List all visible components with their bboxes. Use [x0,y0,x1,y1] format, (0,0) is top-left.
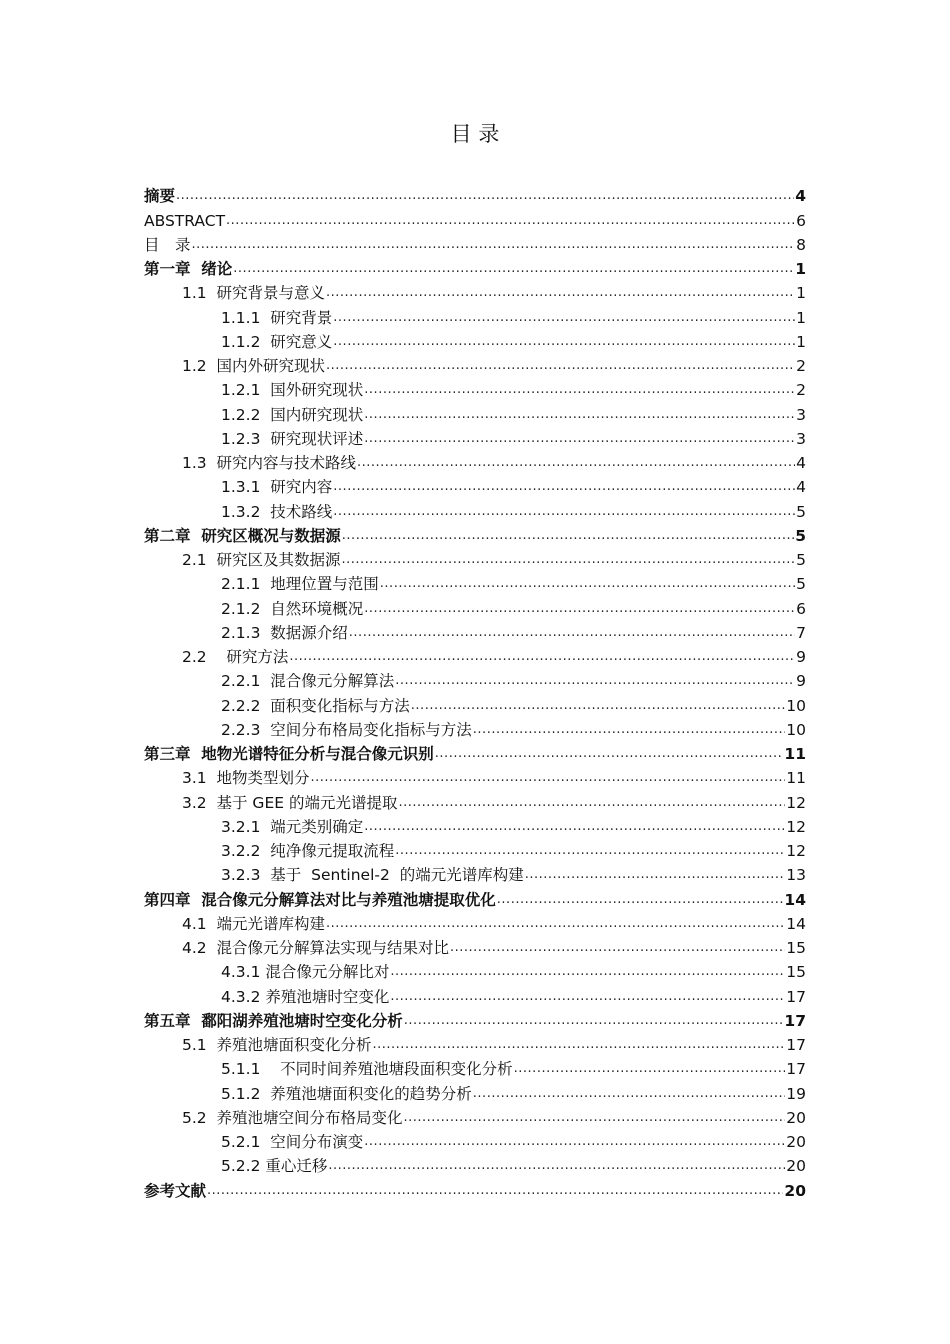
toc-entry[interactable] [144,448,806,472]
toc-entry-page-number: 12 [786,842,806,860]
toc-entry-page-number: 17 [786,1060,806,1079]
toc-entry[interactable] [144,569,806,593]
toc-entry[interactable] [144,375,806,399]
toc-leader-dots [364,600,795,618]
toc-entry-page-number: 7 [796,623,806,642]
toc-leader-dots [333,333,795,351]
toc-entry-page-number: 4 [796,478,806,497]
toc-entry-label: ABSTRACT [144,211,226,230]
toc-entry-page-number: 10 [786,696,806,715]
toc-leader-dots [514,1060,786,1078]
toc-entry-page-number: 20 [784,1181,806,1200]
toc-entry[interactable] [144,1151,806,1175]
toc-entry[interactable] [144,618,806,642]
toc-leader-dots [357,454,795,472]
toc-leader-dots [326,284,795,302]
toc-entry-page-number: 17 [784,1011,806,1030]
toc-entry[interactable] [144,327,806,351]
toc-entry-page-number: 5 [796,551,806,569]
toc-entry-label: 1.2.1 国外研究现状 [221,381,364,400]
toc-leader-dots [404,1109,786,1127]
toc-leader-dots [404,1012,784,1030]
toc-leader-dots [289,648,795,666]
toc-entry-label: 1.1.2 研究意义 [221,332,333,351]
toc-entry-page-number: 8 [796,235,806,254]
toc-entry-page-number: 3 [796,405,806,424]
toc-entry[interactable] [144,763,806,787]
toc-leader-dots [326,915,785,933]
toc-leader-dots [349,624,795,642]
toc-entry-page-number: 11 [786,769,806,788]
toc-entry-label: 第四章 混合像元分解算法对比与养殖池塘提取优化 [144,890,496,909]
toc-entry-page-number: 6 [796,211,806,230]
toc-leader-dots [390,963,785,981]
toc-entry[interactable] [144,715,806,739]
toc-entry[interactable] [144,545,806,569]
toc-leader-dots [207,1182,783,1200]
page-title: 目 录 [450,122,500,146]
toc-leader-dots [342,551,796,569]
toc-entry-page-number: 17 [786,987,806,1006]
toc-entry-label: 5.2 养殖池塘空间分布格局变化 [182,1108,403,1127]
toc-leader-dots [373,1036,786,1054]
toc-entry[interactable] [144,812,806,836]
toc-leader-dots [435,745,784,763]
toc-leader-dots [328,1157,785,1175]
toc-entry[interactable] [144,739,806,763]
toc-entry[interactable] [144,1175,806,1199]
toc-entry[interactable] [144,836,806,860]
toc-leader-dots [333,503,795,521]
toc-leader-dots [364,818,785,836]
toc-entry-page-number: 5 [796,502,806,521]
toc-entry[interactable] [144,909,806,933]
toc-leader-dots [333,309,795,327]
toc-entry[interactable] [144,860,806,884]
toc-entry-label: 4.3.1 混合像元分解比对 [221,963,390,982]
toc-entry-label: 1.1 研究背景与意义 [182,284,326,303]
toc-leader-dots [176,187,794,205]
toc-entry-page-number: 15 [786,939,806,957]
toc-entry-page-number: 20 [786,1133,806,1151]
toc-entry-page-number: 19 [786,1084,806,1103]
toc-entry-label: 2.2.3 空间分布格局变化指标与方法 [221,720,472,739]
toc-entry-page-number: 2 [796,381,806,400]
toc-entry-label: 1.3.2 技术路线 [221,502,333,521]
toc-leader-dots [525,866,786,884]
toc-entry[interactable] [144,690,806,714]
toc-entry-label: 3.1 地物类型划分 [182,769,310,788]
toc-entry-label: 1.3 研究内容与技术路线 [182,454,357,472]
table-of-contents [144,181,806,1200]
toc-entry-page-number: 2 [796,357,806,375]
toc-entry-label: 1.3.1 研究内容 [221,478,333,497]
toc-leader-dots [411,697,785,715]
toc-entry[interactable] [144,1006,806,1030]
toc-leader-dots [398,794,785,812]
toc-leader-dots [450,939,785,957]
toc-entry-label: 3.2.2 纯净像元提取流程 [221,842,395,860]
toc-entry[interactable] [144,933,806,957]
toc-entry-label: 5.2.2 重心迁移 [221,1157,328,1176]
toc-leader-dots [311,769,786,787]
toc-entry-label: 5.2.1 空间分布演变 [221,1133,364,1151]
toc-entry[interactable] [144,351,806,375]
toc-leader-dots [226,212,795,230]
toc-entry-page-number: 1 [795,260,806,278]
toc-entry-label: 4.3.2 养殖池塘时空变化 [221,987,390,1006]
toc-leader-dots [192,236,796,254]
toc-entry[interactable] [144,521,806,545]
toc-entry-page-number: 4 [795,187,806,206]
toc-entry-label: 2.1 研究区及其数据源 [182,551,341,569]
toc-entry-label: 2.1.1 地理位置与范围 [221,575,379,594]
toc-leader-dots [364,406,795,424]
toc-entry[interactable] [144,1030,806,1054]
toc-entry-page-number: 15 [786,963,806,982]
toc-leader-dots [326,357,795,375]
toc-entry[interactable] [144,642,806,666]
toc-entry[interactable] [144,884,806,908]
toc-entry-label: 1.2 国内外研究现状 [182,357,326,375]
toc-leader-dots [233,260,794,278]
toc-entry[interactable] [144,1054,806,1078]
toc-leader-dots [395,672,795,690]
toc-leader-dots [473,1085,785,1103]
toc-leader-dots [395,842,785,860]
toc-leader-dots [390,988,785,1006]
toc-entry-label: 1.1.1 研究背景 [221,308,333,327]
toc-entry-label: 第一章 绪论 [144,260,233,278]
toc-entry-page-number: 14 [784,890,806,909]
toc-entry-page-number: 14 [786,914,806,933]
toc-leader-dots [364,1133,785,1151]
toc-entry-page-number: 1 [796,332,806,351]
toc-entry-label: 1.2.2 国内研究现状 [221,405,364,424]
toc-entry[interactable] [144,593,806,617]
toc-entry-label: 3.2.1 端元类别确定 [221,817,364,836]
toc-entry[interactable] [144,254,806,278]
toc-entry-label: 1.2.3 研究现状评述 [221,429,364,448]
toc-entry-label: 5.1.1 不同时间养殖池塘段面积变化分析 [221,1060,513,1079]
toc-entry-page-number: 17 [786,1036,806,1054]
toc-entry[interactable] [144,278,806,302]
toc-entry-label: 2.1.3 数据源介绍 [221,623,348,642]
toc-entry[interactable] [144,302,806,326]
toc-entry[interactable] [144,472,806,496]
toc-leader-dots [380,575,795,593]
toc-leader-dots [497,891,784,909]
toc-leader-dots [342,527,794,545]
toc-entry-page-number: 4 [796,454,806,472]
toc-entry-label: 3.2 基于 GEE 的端元光谱提取 [182,793,398,812]
toc-entry[interactable] [144,1127,806,1151]
toc-entry-page-number: 20 [786,1108,806,1127]
toc-entry[interactable] [144,496,806,520]
toc-entry-page-number: 5 [795,526,806,545]
toc-entry[interactable] [144,787,806,811]
toc-leader-dots [364,430,795,448]
toc-entry-label: 5.1.2 养殖池塘面积变化的趋势分析 [221,1084,472,1103]
toc-entry[interactable] [144,981,806,1005]
toc-leader-dots [364,381,795,399]
toc-leader-dots [473,721,785,739]
toc-entry[interactable] [144,424,806,448]
toc-entry[interactable] [144,230,806,254]
toc-entry[interactable] [144,1078,806,1102]
toc-entry[interactable] [144,957,806,981]
toc-entry-label: 2.2.1 混合像元分解算法 [221,672,395,691]
toc-entry-label: 第五章 鄱阳湖养殖池塘时空变化分析 [144,1011,403,1030]
toc-entry[interactable] [144,1103,806,1127]
toc-entry[interactable] [144,399,806,423]
toc-entry-label: 第二章 研究区概况与数据源 [144,526,341,545]
toc-entry[interactable] [144,181,806,205]
toc-entry-page-number: 9 [796,648,806,666]
toc-entry-label: 2.2.2 面积变化指标与方法 [221,696,410,715]
toc-entry-page-number: 10 [786,720,806,739]
toc-entry-label: 4.1 端元光谱库构建 [182,914,326,933]
toc-entry-page-number: 11 [784,745,806,763]
toc-entry-page-number: 13 [786,866,806,885]
toc-entry-label: 2.1.2 自然环境概况 [221,599,364,618]
toc-entry-label: 4.2 混合像元分解算法实现与结果对比 [182,939,450,957]
toc-entry-label: 摘要 [144,187,176,206]
toc-entry-label: 第三章 地物光谱特征分析与混合像元识别 [144,745,434,763]
toc-entry[interactable] [144,205,806,229]
toc-entry-label: 参考文献 [144,1181,207,1200]
toc-entry-page-number: 12 [786,817,806,836]
toc-leader-dots [333,478,795,496]
toc-entry-page-number: 6 [796,599,806,618]
toc-entry-page-number: 5 [796,575,806,594]
toc-entry-page-number: 1 [796,284,806,303]
toc-entry-page-number: 9 [796,672,806,691]
toc-entry-page-number: 20 [786,1157,806,1176]
toc-entry-page-number: 3 [796,429,806,448]
toc-entry[interactable] [144,666,806,690]
toc-entry-page-number: 1 [796,308,806,327]
toc-entry-label: 2.2 研究方法 [182,648,289,666]
toc-entry-label: 5.1 养殖池塘面积变化分析 [182,1036,372,1054]
toc-entry-label: 目 录 [144,235,191,254]
toc-entry-page-number: 12 [786,793,806,812]
toc-entry-label: 3.2.3 基于 Sentinel-2 的端元光谱库构建 [221,866,524,885]
